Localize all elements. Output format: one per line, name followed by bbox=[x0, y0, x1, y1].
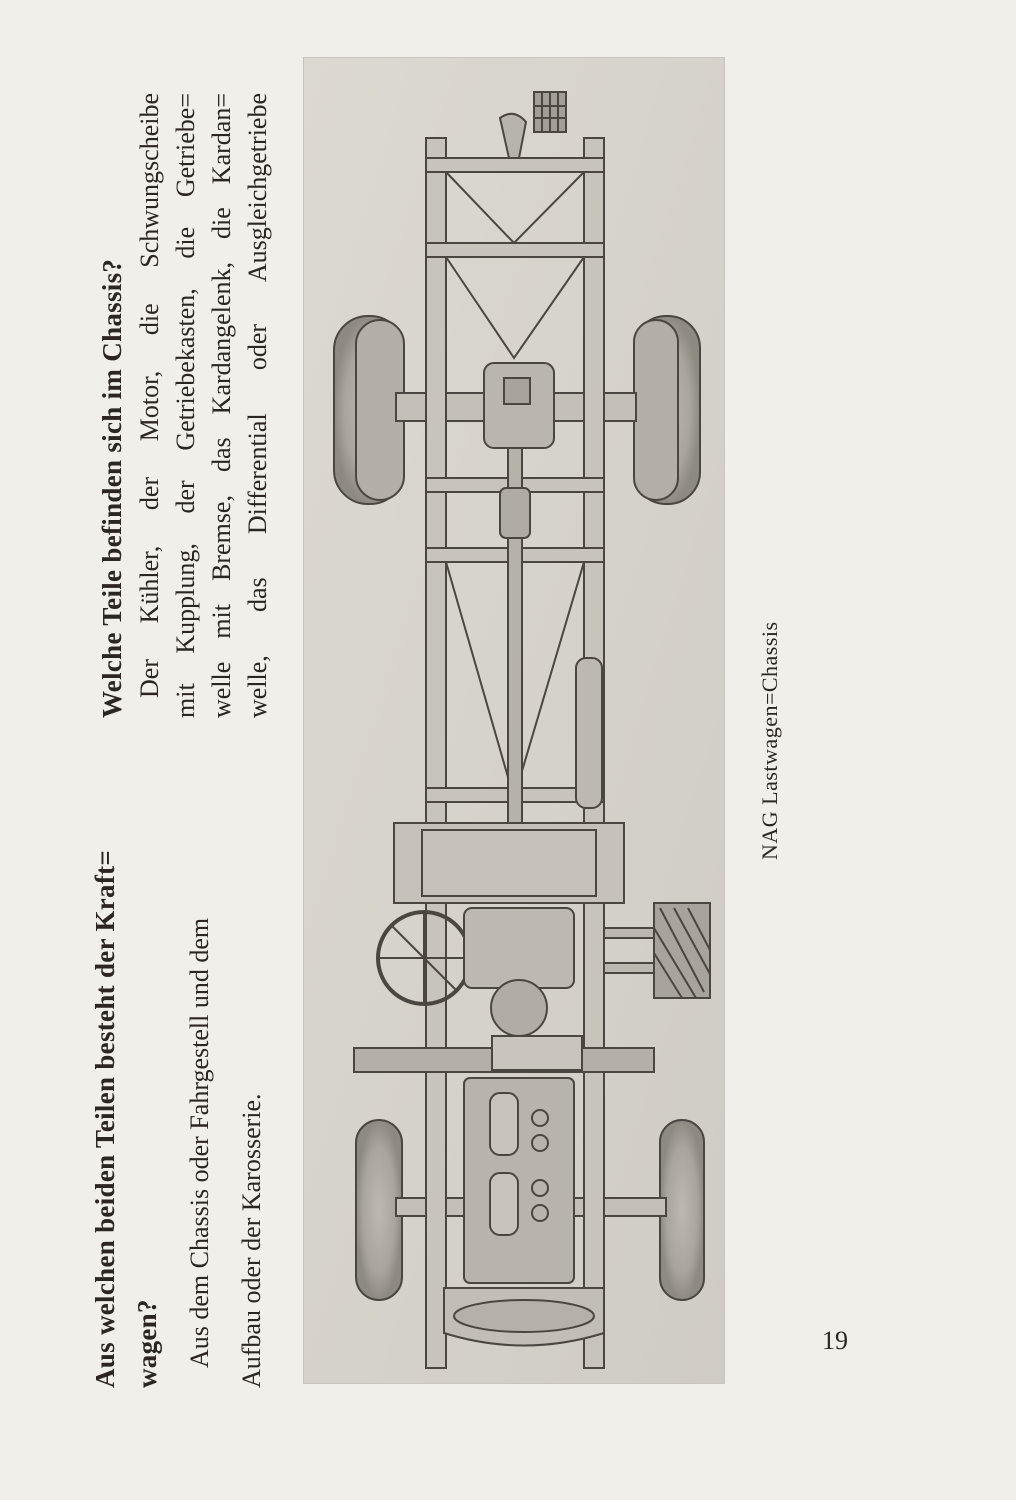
chassis-photograph bbox=[303, 57, 725, 1384]
differential bbox=[484, 363, 554, 448]
gearbox bbox=[464, 908, 574, 988]
question-block-chassis bbox=[92, 93, 276, 718]
caption-text: NAG Lastwagen=Chassis bbox=[757, 621, 782, 860]
answer-line-2: Aufbau oder der Karosserie. bbox=[237, 1093, 266, 1388]
chassis-answer-line-1: Der Kühler, der Motor, die Schwungscheibe bbox=[135, 93, 164, 698]
question-block-parts bbox=[84, 716, 272, 1388]
chassis-answer-line-3: welle mit Bremse, das Kardangelenk, die Kardan= bbox=[207, 93, 236, 718]
answer-line-1: Aus dem Chassis oder Fahrgestell und dem bbox=[185, 917, 214, 1368]
fuel-tank bbox=[394, 823, 624, 903]
question-heading-chassis: Welche Teile befinden sich im Chassis? bbox=[97, 258, 127, 718]
question-heading-line-2: wagen? bbox=[132, 1299, 162, 1388]
question-heading-line-1: Aus welchen beiden Teilen besteht der Kraft= bbox=[90, 849, 120, 1388]
page-number: 19 bbox=[822, 1326, 848, 1355]
chassis-answer-line-4: welle, das Differential oder Ausgleichgetriebe bbox=[243, 93, 272, 718]
chassis-illustration bbox=[304, 58, 725, 1384]
chassis-answer-line-2: mit Kupplung, der Getriebekasten, die Getriebe= bbox=[171, 93, 200, 718]
figure-caption bbox=[756, 560, 784, 860]
